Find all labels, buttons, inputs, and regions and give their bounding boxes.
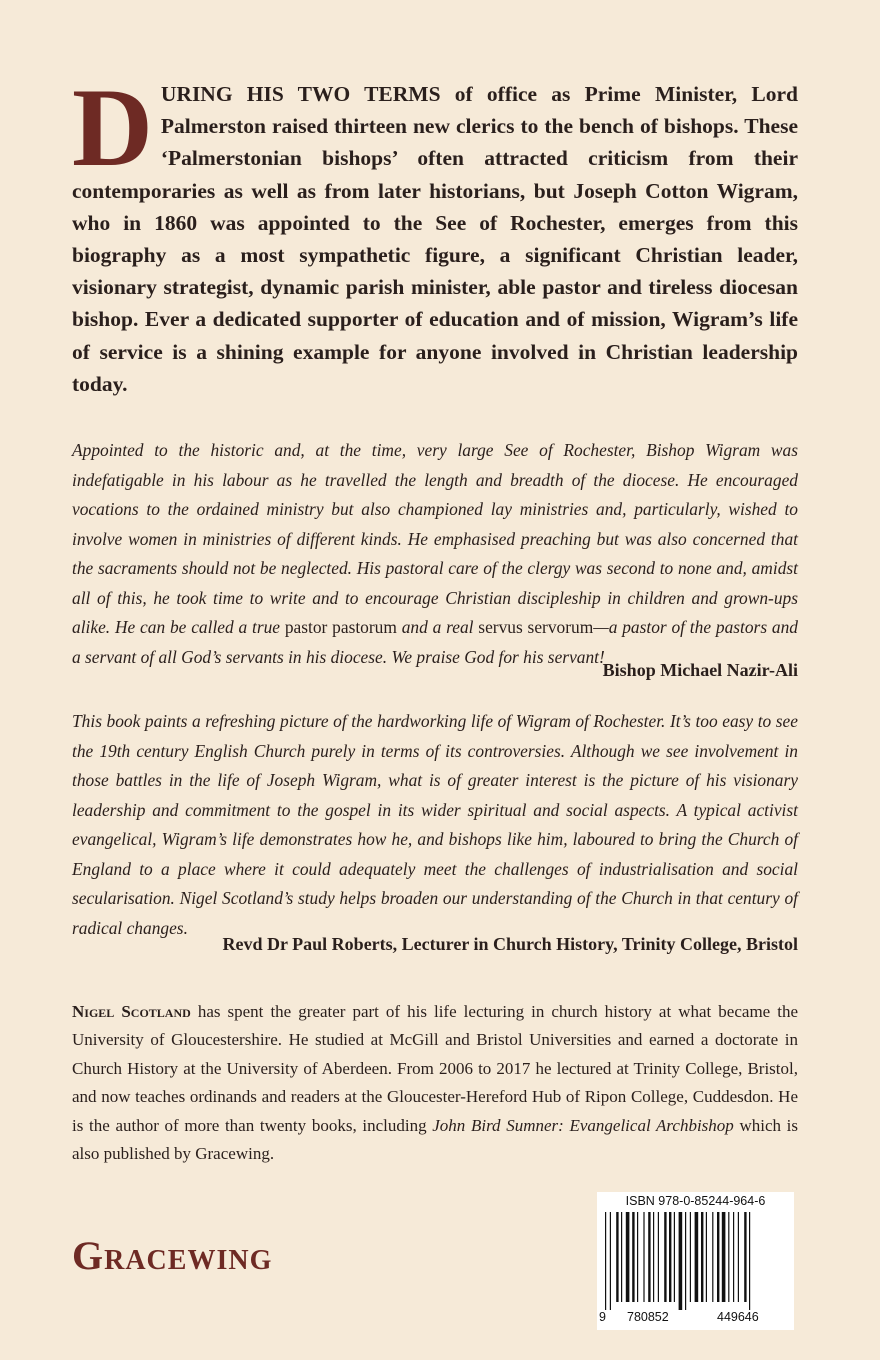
drop-cap: D [72,66,153,190]
barcode-bar [685,1212,686,1310]
isbn-barcode [597,1192,794,1330]
latin-phrase: servus servorum [478,617,594,637]
barcode-bar [712,1212,713,1302]
publisher-logo: Gracewing [72,1233,273,1278]
latin-phrase: pastor pastorum [284,617,397,637]
blurb-text: of office as Prime Minister, Lord Palmerston raised thirteen new clerics to the bench of bishops. These ‘Palmerstonian bishops’ often attracted criticism from their contemporaries as well as from later historians, but Joseph Cotton Wigram, who in 1860 was appointed to the See of Rochester, emerges from this biography as a most sympathetic figure, a significant Christian leader, visionary strategist, dynamic parish minister, able pastor and tireless diocesan bishop. Ever a dedicated supporter of education and of mission, Wigram’s life of service is a shining example for anyone involved in Christian leadership today. [72,82,798,396]
barcode-bar [626,1212,630,1302]
barcode-bar [722,1212,726,1302]
barcode-bar [605,1212,606,1310]
barcode-bar [653,1212,654,1302]
barcode-bar [728,1212,729,1302]
author-name: Nigel Scotland [72,1002,191,1021]
barcode-digit-first: 9 [599,1310,606,1324]
book-title: John Bird Sumner: Evangelical Archbishop [432,1115,734,1135]
endorsement-attribution-2: Revd Dr Paul Roberts, Lecturer in Church History, Trinity College, Bristol [222,934,798,954]
author-bio: Nigel Scotland has spent the greater part of his life lecturing in church history at what became the University of Gloucestershire. He studied at McGill and Bristol Universities and earned a doctorate in Church History at the University of Aberdeen. From 2006 to 2017 he lectured at Trinity College, Bristol, and now teaches ordinands and readers at the Gloucester-Hereford Hub of Ripon College, Cuddesdon. He is the author of more than twenty books, including John Bird Sumner: Evangelical Archbishop which is also published by Gracewing. [72,1002,799,1164]
barcode-bar [749,1212,750,1310]
barcode-bar [621,1212,622,1302]
barcode-digits-right: 449646 [717,1310,759,1324]
isbn-label: ISBN 978-0-85244-964-6 [625,1194,766,1208]
blurb-opening-caps: URING HIS TWO TERMS [160,82,441,106]
barcode-bar [738,1212,739,1302]
barcode-bar [674,1212,675,1302]
barcode-bar [610,1212,611,1310]
barcode-bar [632,1212,634,1302]
barcode-bar [637,1212,638,1302]
barcode-bar [733,1212,734,1302]
barcode-bar [669,1212,671,1302]
endorsement-quote-2: This book paints a refreshing picture of the hardworking life of Wigram of Rochester. It’s too easy to see the 19th century English Church purely in terms of its controversies. Although we see involvement in those battles in the life of Joseph Wigram, what is of greater interest is the picture of his visionary leadership and commitment to the gospel in its wider spiritual and social aspects. A typical activist evangelical, Wigram’s life demonstrates how he, and bishops like him, laboured to bring the Church of England to a place where it could adequately meet the challenges of industrialisation and social secularisation. Nigel Scotland’s study helps broaden our understanding of the Church in that century of radical changes. [72,711,798,938]
barcode-bar [695,1212,699,1302]
back-cover-blurb [72,66,798,400]
barcode-bar [706,1212,707,1302]
barcode-bar [744,1212,746,1302]
barcode-bar [679,1212,683,1310]
barcode-bar [643,1212,644,1302]
endorsement-attribution-1: Bishop Michael Nazir-Ali [602,660,798,680]
endorsement-quote-1: Appointed to the historic and, at the time, very large See of Rochester, Bishop Wigram was indefatigable in his labour as he travelled the length and breadth of the diocese. He encouraged vocations to the ordained ministry but also championed lay ministries and, particularly, wished to involve women in ministries of different kinds. He emphasised preaching but was also concerned that the sacraments should not be neglected. His pastoral care of the clergy was second to none and, amidst all of this, he took time to write and to encourage Christian discipleship in children and grown-ups alike. He can be called a true pastor pastorum and a real servus servorum—a pastor of the pastors and a servant of all God’s servants in his diocese. We praise God for his servant! [72,440,798,667]
barcode-bar [658,1212,659,1302]
barcode-bar [701,1212,703,1302]
barcode-bars [603,1212,789,1310]
barcode-digits-left: 780852 [627,1310,669,1324]
barcode-digits [597,1310,794,1328]
barcode-bar [616,1212,618,1302]
barcode-bar [664,1212,666,1302]
barcode-bar [648,1212,650,1302]
barcode-bar [690,1212,691,1302]
barcode-bar [717,1212,719,1302]
